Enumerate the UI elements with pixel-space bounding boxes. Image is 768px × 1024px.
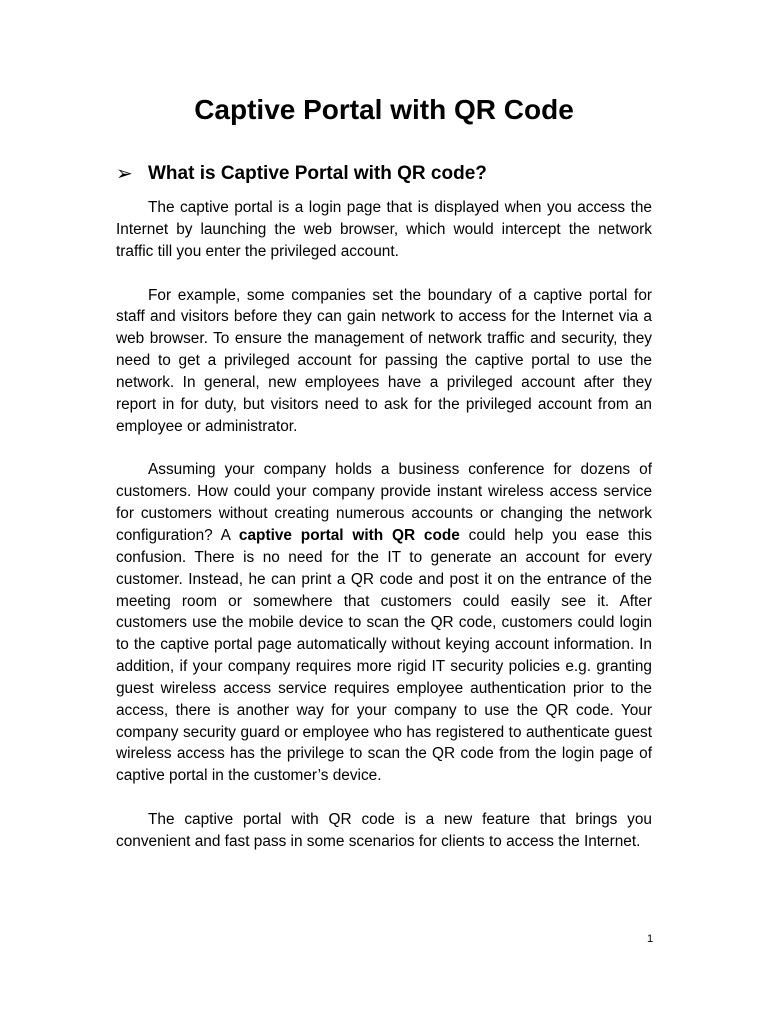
- paragraph-definition: The captive portal is a login page that is displayed when you access the Internet by launching the web browser, which would intercept the network traffic till you enter the privileged account.: [116, 199, 652, 260]
- document-title: Captive Portal with QR Code: [194, 94, 574, 125]
- paragraph-example: For example, some companies set the boundary of a captive portal for staff and visitors before they can gain network to access for the Internet via a web browser. To ensure the management of network traffic and security, they need to get a privileged account for passing the captive portal to use the network. In general, new employees have a privileged account after they report in for duty, but visitors need to ask for the privileged account from an employee or administrator.: [116, 286, 652, 435]
- bold-term: captive portal with QR code: [238, 526, 460, 544]
- section-heading: [116, 160, 656, 188]
- arrow-bullet-icon: ➢: [116, 163, 133, 185]
- section-heading-text: What is Captive Portal with QR code?: [148, 163, 487, 184]
- paragraph-text-part: Assuming your company holds a business conference for dozens of customers. How could your company provide instant wireless access service for customers without creating numerous accounts or changing the network configuration? A: [116, 461, 652, 544]
- body-text: [116, 197, 652, 875]
- paragraph-conference-scenario: [116, 459, 652, 787]
- page-number: 1: [646, 933, 654, 945]
- paragraph-conclusion: The captive portal with QR code is a new feature that brings you convenient and fast pass in some scenarios for clients to access the Internet.: [116, 811, 652, 850]
- paragraph-text-part: could help you ease this confusion. There is no need for the IT to generate an account for every customer. Instead, he can print a QR code and post it on the entrance of the meeting room or somewhere that customers could easily see it. After customers use the mobile device to scan the QR code, customers could login to the captive portal page automatically without keying account information. In addition, if your company requires more rigid IT security policies e.g. granting guest wireless access service requires employee authentication prior to the access, there is another way for your company to use the QR code. Your company security guard or employee who has registered to authenticate guest wireless access has the privilege to scan the QR code from the login page of captive portal in the customer’s device.: [116, 526, 652, 785]
